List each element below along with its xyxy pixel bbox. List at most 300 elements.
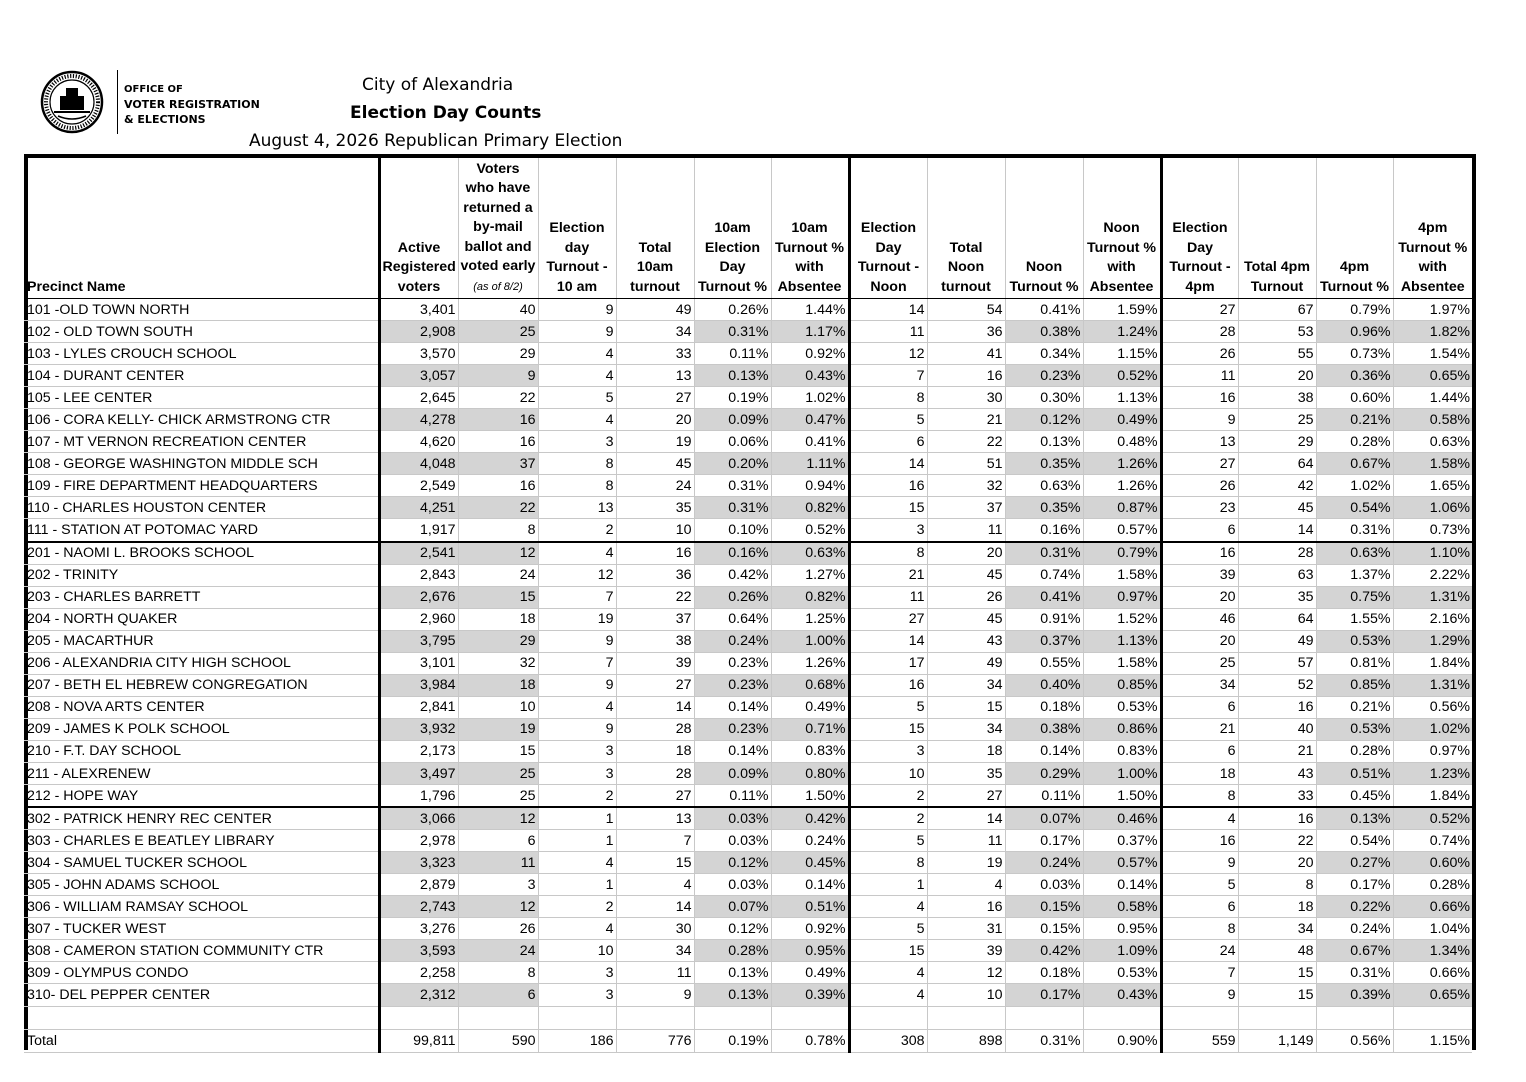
table-cell: 21	[849, 564, 927, 586]
table-cell: 18	[1238, 896, 1316, 918]
table-cell: 16	[1238, 807, 1316, 830]
table-cell: 0.85%	[1083, 674, 1161, 696]
precinct-name-cell: 205 - MACARTHUR	[24, 630, 379, 652]
table-cell: 0.12%	[694, 918, 771, 940]
table-cell: 0.38%	[1005, 718, 1083, 740]
column-header: 10am Turnout % with Absentee	[771, 158, 849, 299]
table-cell: 29	[458, 343, 538, 365]
table-cell	[1393, 1006, 1472, 1029]
table-cell: 0.53%	[1083, 696, 1161, 718]
table-cell: 2,258	[379, 962, 458, 984]
precinct-name-cell: 307 - TUCKER WEST	[24, 918, 379, 940]
table-cell: 15	[849, 718, 927, 740]
table-cell: 9	[1161, 984, 1238, 1006]
table-cell: 1.58%	[1083, 564, 1161, 586]
table-row	[24, 409, 1472, 431]
table-cell: 28	[1161, 321, 1238, 343]
precinct-name-cell: 108 - GEORGE WASHINGTON MIDDLE SCH	[24, 453, 379, 475]
table-cell: 30	[616, 918, 694, 940]
table-row	[24, 630, 1472, 652]
table-cell: 0.71%	[771, 718, 849, 740]
table-cell: 1.44%	[771, 299, 849, 321]
table-cell: 1.54%	[1393, 343, 1472, 365]
table-cell: 6	[1161, 696, 1238, 718]
table-cell: 0.87%	[1083, 497, 1161, 519]
table-cell: 1,149	[1238, 1029, 1316, 1052]
table-cell: 0.28%	[694, 940, 771, 962]
table-cell: 0.13%	[1005, 431, 1083, 453]
table-cell: 42	[1238, 475, 1316, 497]
table-cell: 22	[927, 431, 1005, 453]
table-cell: 2,908	[379, 321, 458, 343]
table-cell: 2	[849, 807, 927, 830]
office-line2: VOTER REGISTRATION	[124, 98, 260, 111]
precinct-name-cell: 109 - FIRE DEPARTMENT HEADQUARTERS	[24, 475, 379, 497]
table-cell: 0.14%	[1005, 740, 1083, 762]
column-header: Election Day Turnout - 4pm	[1161, 158, 1238, 299]
precinct-name-cell: 202 - TRINITY	[24, 564, 379, 586]
table-cell: 10	[538, 940, 616, 962]
table-cell: 0.41%	[1005, 299, 1083, 321]
table-cell: 3,497	[379, 762, 458, 784]
precinct-name-cell: 309 - OLYMPUS CONDO	[24, 962, 379, 984]
table-cell: 40	[458, 299, 538, 321]
table-cell: 0.38%	[1005, 321, 1083, 343]
table-row	[24, 984, 1472, 1006]
precinct-name-cell: 101 -OLD TOWN NORTH	[24, 299, 379, 321]
table-cell: 7	[538, 652, 616, 674]
table-cell: 0.39%	[1316, 984, 1393, 1006]
table-row	[24, 453, 1472, 475]
page-title: Election Day Counts	[350, 103, 542, 123]
turnout-table	[24, 158, 1472, 1053]
table-cell: 1.31%	[1393, 674, 1472, 696]
table-cell: 6	[1161, 896, 1238, 918]
table-cell: 13	[616, 365, 694, 387]
table-cell: 2,978	[379, 830, 458, 852]
table-cell: 3,057	[379, 365, 458, 387]
table-cell: 33	[616, 343, 694, 365]
table-cell: 14	[849, 453, 927, 475]
table-cell: 7	[849, 365, 927, 387]
precinct-name-cell: Total	[24, 1029, 379, 1052]
table-cell: 0.63%	[1005, 475, 1083, 497]
table-cell: 15	[927, 696, 1005, 718]
precinct-name-cell: 211 - ALEXRENEW	[24, 762, 379, 784]
table-cell: 0.40%	[1005, 674, 1083, 696]
table-cell	[927, 1006, 1005, 1029]
table-cell: 11	[849, 321, 927, 343]
table-cell: 0.81%	[1316, 652, 1393, 674]
table-cell: 1,796	[379, 785, 458, 808]
precinct-name-cell: 209 - JAMES K POLK SCHOOL	[24, 718, 379, 740]
table-cell: 0.23%	[694, 674, 771, 696]
table-cell: 11	[458, 852, 538, 874]
table-cell: 0.67%	[1316, 453, 1393, 475]
table-cell: 10	[458, 696, 538, 718]
table-cell: 0.03%	[694, 874, 771, 896]
table-cell: 0.14%	[1083, 874, 1161, 896]
table-cell: 3,570	[379, 343, 458, 365]
table-cell: 0.42%	[771, 807, 849, 830]
table-cell: 1.10%	[1393, 542, 1472, 565]
table-cell: 0.24%	[1316, 918, 1393, 940]
table-row	[24, 852, 1472, 874]
precinct-name-cell: 207 - BETH EL HEBREW CONGREGATION	[24, 674, 379, 696]
table-cell: 3	[849, 740, 927, 762]
table-cell: 1.06%	[1393, 497, 1472, 519]
table-cell: 9	[538, 630, 616, 652]
precinct-name-cell: 104 - DURANT CENTER	[24, 365, 379, 387]
table-cell: 3,593	[379, 940, 458, 962]
table-cell: 8	[538, 475, 616, 497]
table-cell: 0.48%	[1083, 431, 1161, 453]
table-cell: 0.74%	[1005, 564, 1083, 586]
table-cell	[1083, 1006, 1161, 1029]
table-cell: 14	[849, 299, 927, 321]
city-name: City of Alexandria	[362, 75, 514, 95]
table-row	[24, 785, 1472, 808]
table-cell: 0.56%	[1393, 696, 1472, 718]
table-row	[24, 940, 1472, 962]
table-row	[24, 718, 1472, 740]
table-cell: 2,645	[379, 387, 458, 409]
table-cell: 18	[1161, 762, 1238, 784]
table-cell: 7	[538, 586, 616, 608]
table-cell: 3	[538, 762, 616, 784]
table-cell: 16	[458, 431, 538, 453]
table-cell: 8	[458, 519, 538, 542]
table-cell: 16	[849, 475, 927, 497]
table-cell: 41	[927, 343, 1005, 365]
table-cell: 16	[1161, 387, 1238, 409]
table-cell: 1.50%	[771, 785, 849, 808]
page-subtitle: August 4, 2026 Republican Primary Election	[249, 131, 623, 151]
table-cell	[1161, 1006, 1238, 1029]
table-cell: 14	[616, 696, 694, 718]
table-cell: 40	[1238, 718, 1316, 740]
table-cell: 6	[1161, 740, 1238, 762]
table-cell: 20	[1238, 365, 1316, 387]
table-cell: 898	[927, 1029, 1005, 1052]
precinct-name-cell: 103 - LYLES CROUCH SCHOOL	[24, 343, 379, 365]
table-cell: 9	[538, 299, 616, 321]
table-cell: 51	[927, 453, 1005, 475]
column-header: Total Noon turnout	[927, 158, 1005, 299]
table-cell: 0.19%	[694, 387, 771, 409]
table-cell: 5	[849, 696, 927, 718]
table-cell: 26	[1161, 343, 1238, 365]
table-cell: 1.58%	[1083, 652, 1161, 674]
table-cell: 49	[1238, 630, 1316, 652]
table-cell: 0.53%	[1316, 630, 1393, 652]
column-header: Election Day Turnout - Noon	[849, 158, 927, 299]
precinct-name-cell: 106 - CORA KELLY- CHICK ARMSTRONG CTR	[24, 409, 379, 431]
table-cell: 0.66%	[1393, 962, 1472, 984]
table-cell: 11	[927, 830, 1005, 852]
table-cell: 39	[927, 940, 1005, 962]
table-cell: 27	[616, 674, 694, 696]
table-cell: 0.92%	[771, 343, 849, 365]
table-cell: 3,401	[379, 299, 458, 321]
table-cell: 99,811	[379, 1029, 458, 1052]
table-cell: 0.23%	[1005, 365, 1083, 387]
table-cell: 1.15%	[1083, 343, 1161, 365]
total-row	[24, 1029, 1472, 1052]
table-cell: 16	[1161, 830, 1238, 852]
table-cell: 23	[1161, 497, 1238, 519]
table-cell: 21	[1161, 718, 1238, 740]
table-cell: 18	[616, 740, 694, 762]
table-cell: 0.45%	[771, 852, 849, 874]
table-cell: 0.60%	[1316, 387, 1393, 409]
table-cell: 0.80%	[771, 762, 849, 784]
table-cell: 22	[616, 586, 694, 608]
table-cell: 0.12%	[1005, 409, 1083, 431]
table-cell: 49	[927, 652, 1005, 674]
table-cell: 12	[458, 542, 538, 565]
table-cell: 27	[616, 785, 694, 808]
table-cell: 2,173	[379, 740, 458, 762]
table-cell: 3,932	[379, 718, 458, 740]
table-cell: 0.68%	[771, 674, 849, 696]
table-cell: 4	[927, 874, 1005, 896]
table-cell: 20	[1238, 852, 1316, 874]
table-cell: 27	[1161, 453, 1238, 475]
precinct-name-cell: 303 - CHARLES E BEATLEY LIBRARY	[24, 830, 379, 852]
table-cell: 0.85%	[1316, 674, 1393, 696]
table-cell: 1.00%	[1083, 762, 1161, 784]
table-cell	[849, 1006, 927, 1029]
table-cell: 12	[849, 343, 927, 365]
table-cell: 0.37%	[1005, 630, 1083, 652]
precinct-name-cell: 110 - CHARLES HOUSTON CENTER	[24, 497, 379, 519]
table-cell: 0.97%	[1083, 586, 1161, 608]
precinct-name-cell: 204 - NORTH QUAKER	[24, 608, 379, 630]
table-cell: 26	[927, 586, 1005, 608]
table-cell: 0.57%	[1083, 852, 1161, 874]
table-cell: 39	[616, 652, 694, 674]
table-cell: 15	[458, 740, 538, 762]
table-row	[24, 740, 1472, 762]
column-header: Voters who have returned a by-mail ballot and voted early (as of 8/2)	[458, 158, 538, 299]
table-cell: 1.34%	[1393, 940, 1472, 962]
table-cell: 48	[1238, 940, 1316, 962]
table-cell: 0.31%	[1316, 519, 1393, 542]
table-cell: 1.65%	[1393, 475, 1472, 497]
table-cell: 12	[458, 896, 538, 918]
table-cell: 0.46%	[1083, 807, 1161, 830]
table-cell: 37	[458, 453, 538, 475]
table-cell: 38	[616, 630, 694, 652]
table-cell: 27	[849, 608, 927, 630]
table-cell: 13	[1161, 431, 1238, 453]
table-cell: 54	[927, 299, 1005, 321]
table-cell: 2	[849, 785, 927, 808]
table-cell: 7	[1161, 962, 1238, 984]
table-row	[24, 807, 1472, 830]
table-cell: 0.11%	[1005, 785, 1083, 808]
table-cell: 29	[458, 630, 538, 652]
table-cell: 14	[927, 807, 1005, 830]
table-cell: 1.26%	[1083, 475, 1161, 497]
table-cell: 16	[458, 409, 538, 431]
table-cell: 20	[927, 542, 1005, 565]
table-cell: 0.35%	[1005, 497, 1083, 519]
table-cell: 0.28%	[1393, 874, 1472, 896]
table-row	[24, 652, 1472, 674]
table-cell: 0.23%	[694, 652, 771, 674]
table-cell: 1	[538, 874, 616, 896]
table-cell: 0.49%	[771, 696, 849, 718]
table-cell: 9	[458, 365, 538, 387]
table-cell: 27	[1161, 299, 1238, 321]
table-cell: 0.31%	[1005, 1029, 1083, 1052]
table-cell: 0.60%	[1393, 852, 1472, 874]
table-cell: 22	[458, 387, 538, 409]
table-cell: 20	[1161, 586, 1238, 608]
table-cell: 590	[458, 1029, 538, 1052]
precinct-name-cell: 306 - WILLIAM RAMSAY SCHOOL	[24, 896, 379, 918]
table-cell: 3	[538, 984, 616, 1006]
precinct-name-cell: 210 - F.T. DAY SCHOOL	[24, 740, 379, 762]
table-cell: 11	[1161, 365, 1238, 387]
table-cell: 0.34%	[1005, 343, 1083, 365]
table-cell: 18	[458, 674, 538, 696]
table-cell: 0.54%	[1316, 830, 1393, 852]
precinct-name-cell	[24, 1006, 379, 1029]
table-cell: 2	[538, 896, 616, 918]
table-cell: 8	[849, 387, 927, 409]
table-cell: 14	[849, 630, 927, 652]
table-cell: 4	[538, 409, 616, 431]
office-name	[124, 82, 260, 127]
table-cell: 0.17%	[1005, 984, 1083, 1006]
table-cell: 0.51%	[771, 896, 849, 918]
table-cell: 0.58%	[1393, 409, 1472, 431]
table-cell: 15	[616, 852, 694, 874]
table-cell: 34	[1238, 918, 1316, 940]
table-cell: 46	[1161, 608, 1238, 630]
table-cell: 1.59%	[1083, 299, 1161, 321]
precinct-name-cell: 201 - NAOMI L. BROOKS SCHOOL	[24, 542, 379, 565]
table-cell: 0.12%	[694, 852, 771, 874]
table-cell: 8	[849, 852, 927, 874]
table-cell: 24	[616, 475, 694, 497]
table-cell: 0.29%	[1005, 762, 1083, 784]
table-cell: 0.16%	[694, 542, 771, 565]
table-cell: 1.15%	[1393, 1029, 1472, 1052]
table-cell: 0.73%	[1316, 343, 1393, 365]
table-cell: 11	[849, 586, 927, 608]
table-cell: 3,101	[379, 652, 458, 674]
table-cell: 9	[538, 718, 616, 740]
table-cell: 4	[616, 874, 694, 896]
table-cell: 0.20%	[694, 453, 771, 475]
table-cell: 0.91%	[1005, 608, 1083, 630]
table-row	[24, 497, 1472, 519]
table-cell: 0.92%	[771, 918, 849, 940]
table-cell: 1.02%	[1316, 475, 1393, 497]
table-cell: 9	[538, 674, 616, 696]
table-row	[24, 608, 1472, 630]
table-cell: 4,048	[379, 453, 458, 475]
table-cell: 45	[1238, 497, 1316, 519]
table-cell: 19	[538, 608, 616, 630]
table-cell: 21	[927, 409, 1005, 431]
table-cell: 43	[1238, 762, 1316, 784]
table-cell: 52	[1238, 674, 1316, 696]
table-cell: 24	[458, 940, 538, 962]
table-cell: 3	[538, 431, 616, 453]
table-cell: 2,841	[379, 696, 458, 718]
table-cell: 0.30%	[1005, 387, 1083, 409]
table-cell: 0.27%	[1316, 852, 1393, 874]
table-row	[24, 343, 1472, 365]
table-cell: 8	[1238, 874, 1316, 896]
table-cell: 0.65%	[1393, 984, 1472, 1006]
table-cell: 0.36%	[1316, 365, 1393, 387]
table-cell: 2,960	[379, 608, 458, 630]
table-cell: 1.37%	[1316, 564, 1393, 586]
table-header-row	[24, 158, 1472, 299]
table-cell: 1.11%	[771, 453, 849, 475]
table-cell: 3	[538, 740, 616, 762]
table-cell: 67	[1238, 299, 1316, 321]
table-cell: 12	[538, 564, 616, 586]
table-cell: 25	[1161, 652, 1238, 674]
table-cell: 15	[849, 497, 927, 519]
table-cell: 1.82%	[1393, 321, 1472, 343]
table-cell: 0.53%	[1083, 962, 1161, 984]
table-cell: 36	[927, 321, 1005, 343]
table-cell: 25	[458, 321, 538, 343]
table-cell: 37	[616, 608, 694, 630]
table-cell: 64	[1238, 453, 1316, 475]
table-cell: 0.14%	[771, 874, 849, 896]
table-cell: 1.29%	[1393, 630, 1472, 652]
table-cell: 0.17%	[1316, 874, 1393, 896]
table-cell: 16	[927, 896, 1005, 918]
table-cell: 2,541	[379, 542, 458, 565]
table-cell	[694, 1006, 771, 1029]
table-cell: 14	[616, 896, 694, 918]
table-cell: 0.94%	[771, 475, 849, 497]
table-cell: 0.26%	[694, 299, 771, 321]
table-cell: 18	[927, 740, 1005, 762]
table-cell: 16	[1161, 542, 1238, 565]
table-cell: 1	[538, 807, 616, 830]
table-cell	[1005, 1006, 1083, 1029]
table-cell: 0.63%	[1393, 431, 1472, 453]
table-cell: 0.16%	[1005, 519, 1083, 542]
table-cell: 0.57%	[1083, 519, 1161, 542]
table-cell	[771, 1006, 849, 1029]
city-seal-logo	[32, 70, 112, 134]
table-cell: 0.96%	[1316, 321, 1393, 343]
table-cell: 8	[458, 962, 538, 984]
table-cell: 8	[1161, 785, 1238, 808]
table-cell: 4	[538, 365, 616, 387]
table-cell: 55	[1238, 343, 1316, 365]
table-cell: 49	[616, 299, 694, 321]
table-cell: 1.00%	[771, 630, 849, 652]
table-cell: 0.95%	[771, 940, 849, 962]
table-cell: 0.65%	[1393, 365, 1472, 387]
table-cell: 20	[1161, 630, 1238, 652]
table-cell: 1.25%	[771, 608, 849, 630]
table-cell: 1.58%	[1393, 453, 1472, 475]
